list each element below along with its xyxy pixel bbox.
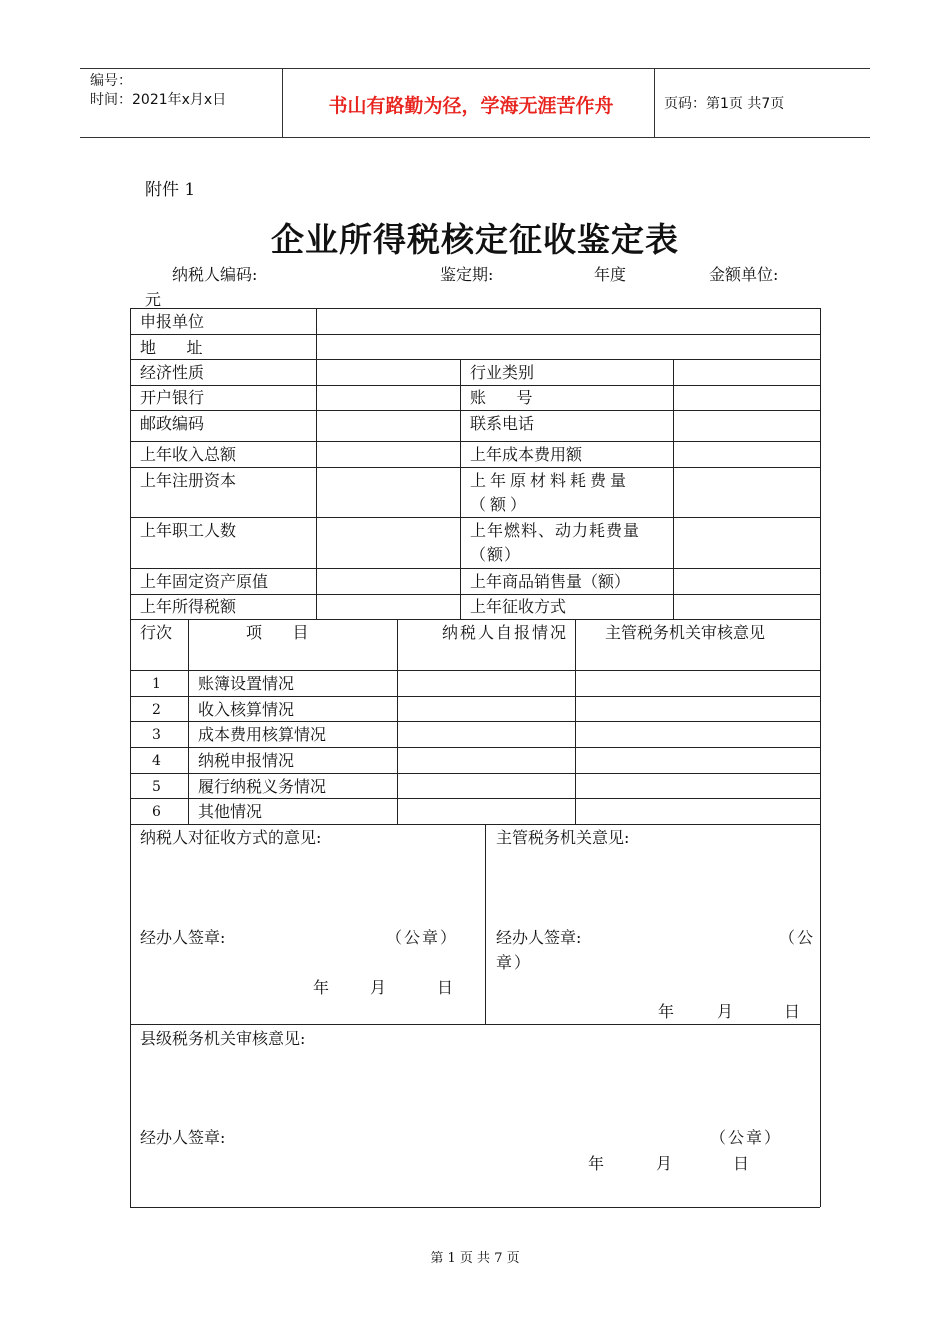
last-capital-label: 上年注册资本 — [140, 471, 237, 490]
table-rule — [188, 619, 189, 824]
serial-label: 编号： — [90, 73, 132, 89]
table-rule — [575, 619, 576, 824]
table-rule — [130, 467, 820, 468]
taxpayer-signer-label: 经办人签章: — [140, 928, 226, 947]
county-year-label: 年 — [588, 1154, 605, 1173]
taxpayer-code-label: 纳税人编码: — [172, 265, 258, 284]
table-rule — [130, 1024, 820, 1025]
table-rule — [130, 1207, 820, 1208]
item-row-name: 履行纳税义务情况 — [198, 777, 327, 796]
table-rule — [130, 334, 820, 335]
table-rule — [130, 670, 820, 671]
table-rule — [130, 359, 820, 360]
time-label: 时间：2021年x月x日 — [90, 92, 227, 108]
review-header: 主管税务机关审核意见 — [605, 623, 766, 642]
last-cost-label: 上年成本费用额 — [470, 445, 583, 464]
county-month-label: 月 — [656, 1154, 673, 1173]
header-left — [90, 72, 226, 110]
item-row-name: 其他情况 — [198, 802, 263, 821]
taxpayer-month-label: 月 — [370, 978, 387, 997]
table-rule — [130, 824, 820, 825]
table-rule — [130, 441, 820, 442]
county-opinion-label: 县级税务机关审核意见: — [140, 1029, 306, 1048]
unit-value: 元 — [145, 290, 162, 309]
item-row-name: 收入核算情况 — [198, 700, 295, 719]
bank-label: 开户银行 — [140, 388, 205, 407]
taxpayer-day-label: 日 — [437, 978, 454, 997]
taxpayer-seal-label: （公章） — [386, 928, 459, 947]
taxpayer-opinion-label: 纳税人对征收方式的意见: — [140, 828, 322, 847]
item-row-no: 4 — [152, 753, 161, 769]
attachment-label: 附件 1 — [145, 180, 196, 200]
item-row-no: 3 — [152, 727, 161, 743]
last-tax-label: 上年所得税额 — [140, 597, 237, 616]
last-staff-label: 上年职工人数 — [140, 521, 237, 540]
competent-year-label: 年 — [658, 1002, 675, 1021]
competent-month-label: 月 — [717, 1002, 734, 1021]
item-header: 项 目 — [246, 623, 309, 642]
table-rule — [130, 308, 820, 309]
last-assets-label: 上年固定资产原值 — [140, 572, 269, 591]
address-label: 地 址 — [140, 338, 203, 357]
year-label: 年度 — [594, 265, 627, 284]
applicant-label: 申报单位 — [140, 312, 205, 331]
item-row-no: 1 — [152, 676, 161, 692]
table-rule — [820, 308, 821, 1207]
document-header — [80, 68, 870, 138]
table-rule — [130, 696, 820, 697]
header-page-info: 页码：第1页 共7页 — [664, 96, 785, 112]
competent-signer-label: 经办人签章: — [496, 928, 582, 947]
phone-label: 联系电话 — [470, 414, 535, 433]
last-material-label: 上年原材料耗费量（额） — [470, 471, 631, 514]
table-rule — [460, 359, 461, 619]
table-rule — [316, 308, 317, 619]
table-rule — [485, 824, 486, 1024]
table-rule — [130, 747, 820, 748]
table-rule — [130, 619, 820, 620]
unit-label: 金额单位: — [709, 265, 779, 284]
row-no-header: 行次 — [140, 623, 173, 642]
economic-nature-label: 经济性质 — [140, 363, 205, 382]
self-report-header: 纳税人自报情况 — [442, 623, 569, 642]
last-fuel-label: 上年燃料、动力耗费量（额） — [470, 521, 641, 564]
county-day-label: 日 — [733, 1154, 750, 1173]
table-rule — [130, 517, 820, 518]
table-rule — [673, 359, 674, 619]
county-signer-label: 经办人签章: — [140, 1128, 226, 1147]
page-footer: 第 1 页 共 7 页 — [430, 1251, 520, 1266]
postcode-label: 邮政编码 — [140, 414, 205, 433]
item-row-no: 2 — [152, 702, 161, 718]
table-rule — [130, 773, 820, 774]
county-seal-label: （公章） — [710, 1128, 783, 1147]
item-row-no: 6 — [152, 804, 161, 820]
last-method-label: 上年征收方式 — [470, 597, 567, 616]
table-rule — [130, 568, 820, 569]
account-label: 账 号 — [470, 388, 533, 407]
item-row-name: 纳税申报情况 — [198, 751, 295, 770]
competent-opinion-label: 主管税务机关意见: — [496, 828, 630, 847]
last-income-label: 上年收入总额 — [140, 445, 237, 464]
table-rule — [397, 619, 398, 824]
item-row-name: 账簿设置情况 — [198, 674, 295, 693]
table-rule — [130, 410, 820, 411]
last-sales-label: 上年商品销售量（额） — [470, 572, 631, 591]
competent-seal-label-cont: 章） — [496, 953, 533, 972]
industry-label: 行业类别 — [470, 363, 535, 382]
item-row-no: 5 — [152, 779, 161, 795]
table-rule — [130, 308, 131, 1207]
item-row-name: 成本费用核算情况 — [198, 725, 327, 744]
period-label: 鉴定期: — [440, 265, 494, 284]
header-divider — [282, 69, 283, 137]
competent-day-label: 日 — [784, 1002, 801, 1021]
header-motto: 书山有路勤为径，学海无涯苦作舟 — [328, 95, 614, 117]
page-title: 企业所得税核定征收鉴定表 — [271, 220, 679, 259]
competent-seal-label: （公 — [779, 928, 816, 947]
taxpayer-year-label: 年 — [313, 978, 330, 997]
